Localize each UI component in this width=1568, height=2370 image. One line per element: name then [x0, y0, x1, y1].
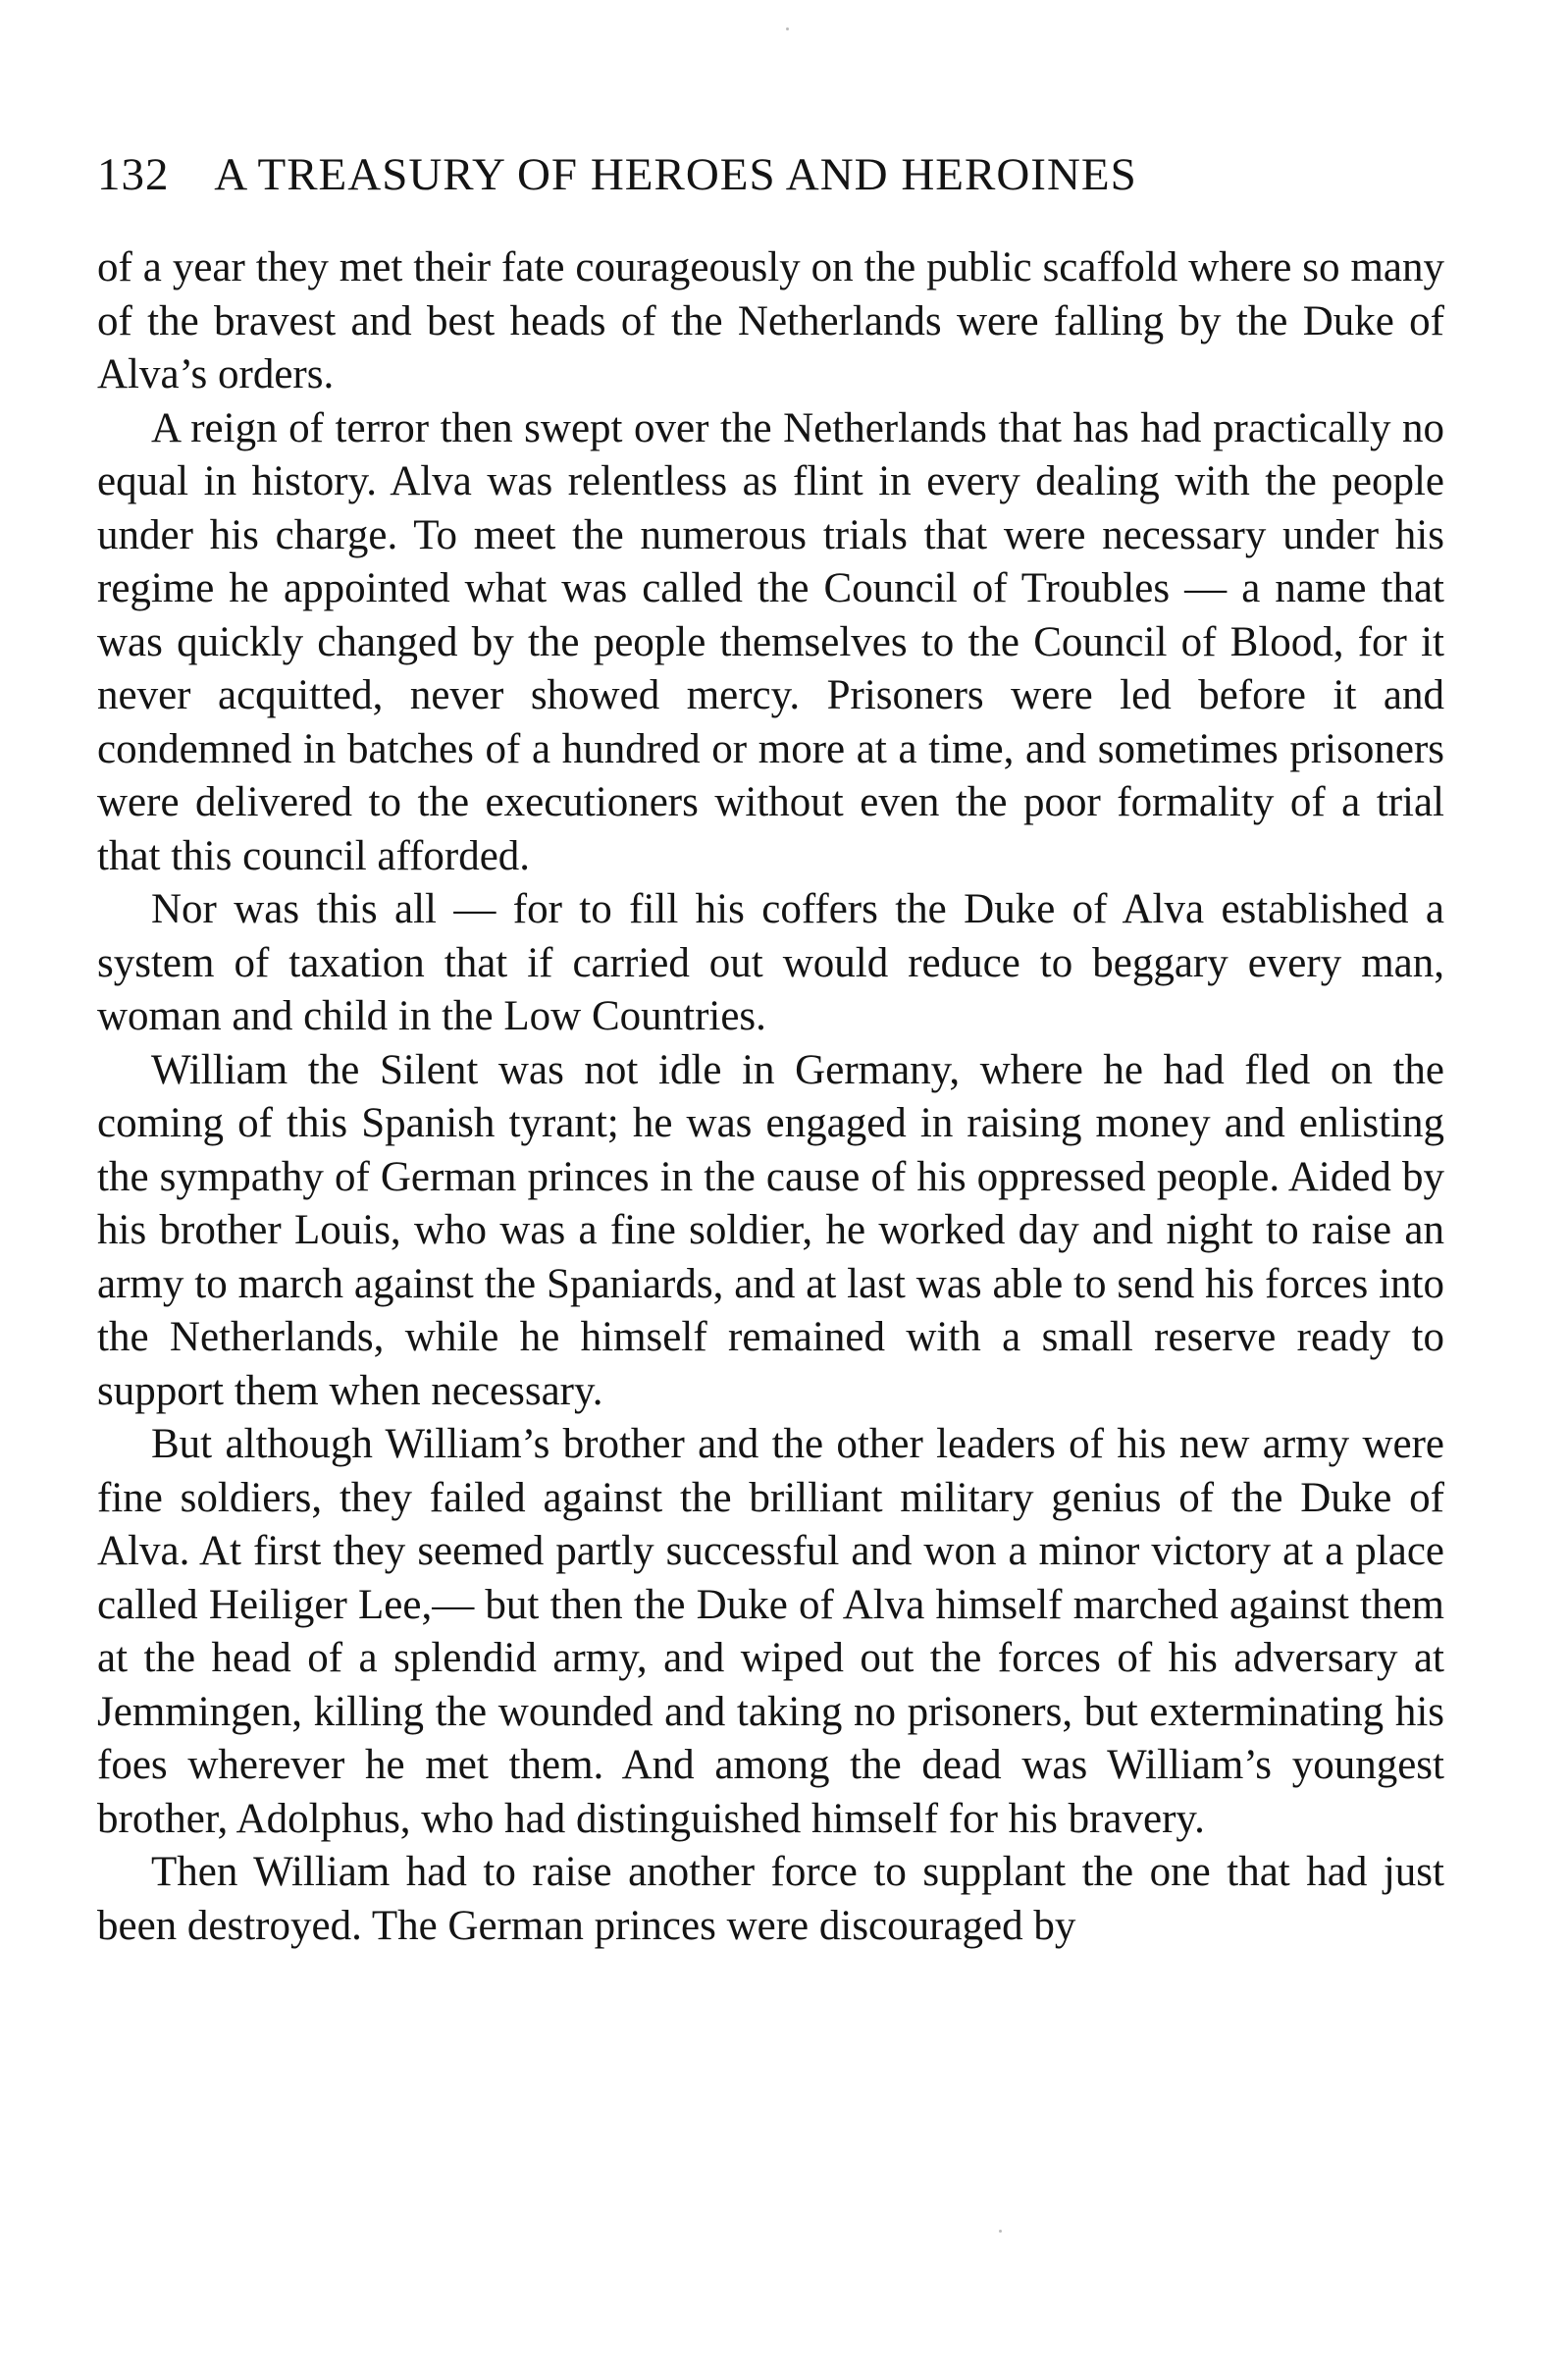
paragraph-william-in-germany: William the Silent was not idle in Germany, where he had fled on the coming of this Spanish tyrant; he was engaged in raising money and enlisting the sympathy of German princes in the cause of his oppressed people. Aided by his brother Louis, who was a fine soldier, he worked day and night to raise an army to march against the Spaniards, and at last was able to send his forces into the Netherlands, while he himself remained with a small reserve ready to support them when necessary.: [97, 1046, 1444, 1414]
paragraph-taxation: Nor was this all — for to fill his coffers the Duke of Alva established a system of taxation that if carried out would reduce to beggary every man, woman and child in the Low Countries.: [97, 886, 1444, 1039]
paper-speck: [999, 2230, 1002, 2233]
paper-speck: [786, 27, 789, 30]
paragraph-reign-of-terror: A reign of terror then swept over the Netherlands that has had practically no equal in history. Alva was relentless as flint in every dealing with the people under his charge. To meet the numerous trials that were necessary under his regime he appointed what was called the Council of Troubles — a name that was quickly changed by the people themselves to the Council of Blood, for it never acquitted, never showed mercy. Prisoners were led before it and condemned in batches of a hundred or more at a time, and sometimes prisoners were delivered to the executioners without even the poor formality of a trial that this council afforded.: [97, 404, 1444, 879]
running-title: A TREASURY OF HEROES AND HEROINES: [214, 149, 1137, 200]
body-text: [97, 241, 1444, 1953]
page-header: [97, 145, 1451, 204]
paragraph-continued: of a year they met their fate courageously on the public scaffold where so many of the bravest and best heads of the Netherlands were falling by the Duke of Alva’s orders.: [97, 244, 1444, 397]
paragraph-battle-jemmingen: But although William’s brother and the other leaders of his new army were fine soldiers, they failed against the brilliant military genius of the Duke of Alva. At first they seemed partly successful and won a minor victory at a place called Heiliger Lee,— but then the Duke of Alva himself marched against them at the head of a splendid army, and wiped out the forces of his adversary at Jemmingen, killing the wounded and taking no prisoners, but exterminating his foes wherever he met them. And among the dead was William’s youngest brother, Adolphus, who had distinguished himself for his bravery.: [97, 1421, 1444, 1842]
page-number: 132: [97, 149, 170, 200]
paragraph-another-force: Then William had to raise another force to supplant the one that had just been destroyed. The German princes were discouraged by: [97, 1849, 1444, 1949]
